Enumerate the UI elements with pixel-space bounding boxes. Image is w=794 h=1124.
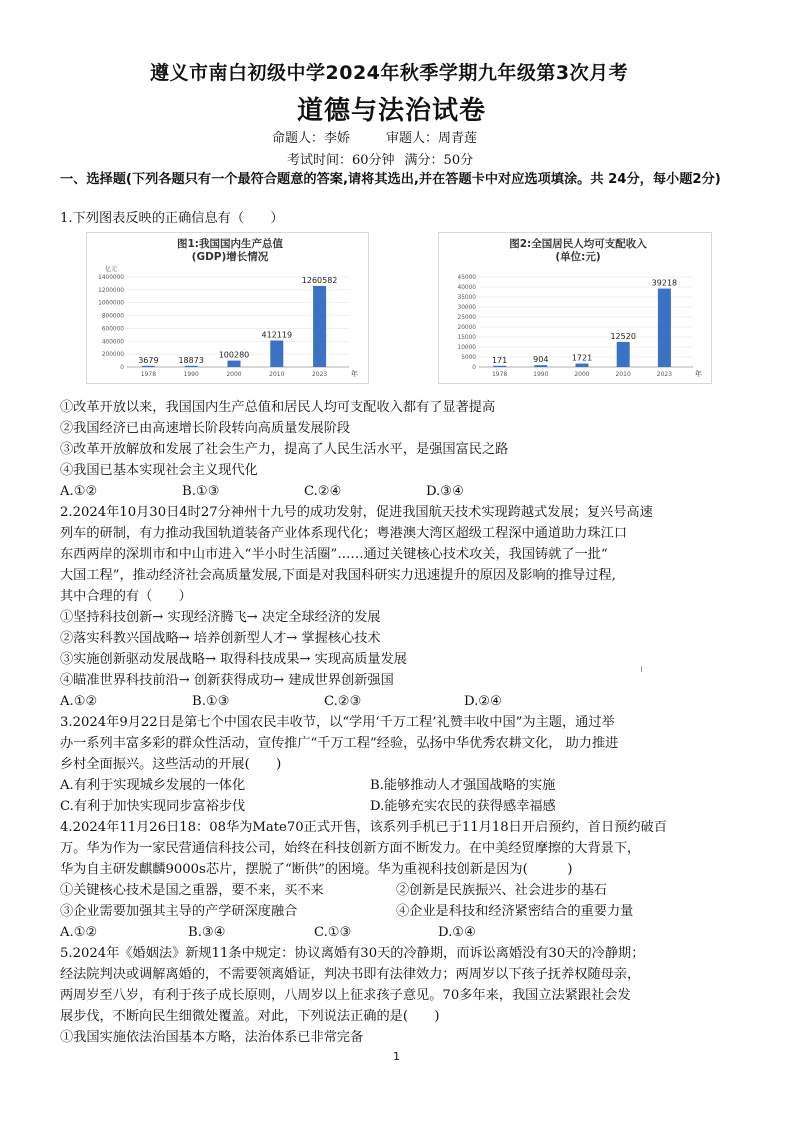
y-tick-label: 0: [120, 365, 124, 371]
q3-stem-line: 乡村全面振兴。这些活动的开展( ): [60, 757, 282, 772]
y-tick-label: 1400000: [98, 275, 124, 281]
x-tick-label: 1978: [140, 371, 157, 378]
bar: [493, 366, 506, 367]
question-1-stem: [60, 208, 760, 229]
bar: [658, 289, 671, 367]
q2-option-c: C.②③: [324, 694, 362, 709]
bar: [228, 361, 241, 367]
bar: [617, 342, 630, 367]
section-title: 一、选择题(下列各题只有一个最符合题意的答案,请将其选出,并在答题卡中对应选项填涂。共 24分，每小题2分): [60, 172, 721, 187]
y-tick-label: 25000: [457, 315, 476, 321]
q2-option-a: A.①②: [60, 694, 98, 709]
question-4: [60, 817, 760, 943]
q4-stem-line: 4.2024年11月26日18：08华为Mate70正式开售，该系列手机已于11月18日开启预约，首日预约破百: [60, 820, 667, 835]
chart-income-svg: [439, 233, 713, 385]
q2-stem-line: 列车的研制，有力推动我国轨道装备产业体系现代化；粤港澳大湾区超级工程深中通道助力珠江口: [60, 526, 628, 541]
authors-line: [272, 127, 477, 146]
q4-items-row1: [60, 880, 760, 901]
data-label: 412119: [261, 330, 293, 340]
q4-items-row2: [60, 901, 760, 922]
q4-option-d: D.①④: [438, 925, 476, 940]
q1-option-c: C.②④: [304, 484, 342, 499]
bar: [576, 364, 589, 367]
data-label: 3679: [138, 355, 159, 365]
q4-options: [60, 922, 760, 943]
y-tick-label: 15000: [457, 335, 476, 341]
q3-stem-line: 3.2024年9月22日是第七个中国农民丰收节，以“学用‘千万工程’礼赞丰收中国”为主题，通过举: [60, 715, 615, 730]
q3-option-d: D.能够充实农民的获得感幸福感: [370, 799, 556, 814]
q5-item: ①我国实施依法治国基本方略，法治体系已非常完备: [60, 1030, 364, 1045]
q5-stem-line: 5.2024年《婚姻法》新规11条中规定：协议离婚有30天的冷静期，而诉讼离婚没有30天的冷静期；: [60, 946, 645, 961]
bar: [142, 366, 155, 367]
x-axis-label: 年: [695, 370, 702, 378]
data-label: 39218: [651, 278, 678, 288]
y-tick-label: 45000: [457, 275, 476, 281]
chart-title: 图1:我国国内生产总值: [176, 238, 284, 250]
q3-option-c: C.有利于加快实现同步富裕步伐: [60, 799, 246, 814]
q2-stem-line: 东西两岸的深圳市和中山市进入“半小时生活圈”……通过关键核心技术攻关，我国铸就了一批“: [60, 547, 608, 562]
exam-score: 满分：50分: [404, 153, 474, 168]
data-label: 1721: [571, 353, 593, 363]
q5-stem-line: 经法院判决或调解离婚的，不需要领离婚证，判决书即有法律效力；两周岁以下孩子抚养权随母亲，: [60, 967, 641, 982]
x-tick-label: 2023: [311, 371, 328, 378]
q4-item: ①关键核心技术是国之重器，要不来，买不来: [60, 883, 324, 898]
y-tick-label: 20000: [457, 325, 476, 331]
q1-option-b: B.①③: [182, 484, 220, 499]
q5-stem-line: 展步伐，不断向民生细微处覆盖。对此，下列说法正确的是( ): [60, 1009, 440, 1024]
q1-item: ①改革开放以来，我国国内生产总值和居民人均可支配收入都有了显著提高: [60, 400, 496, 415]
data-label: 100280: [218, 350, 250, 360]
q4-stem-line: 华为自主研发麒麟9000s芯片，摆脱了“断供”的困境。华为重视科技创新是因为( ): [60, 862, 573, 877]
q1-options: [60, 481, 760, 502]
y-tick-label: 200000: [101, 352, 124, 359]
y-tick-label: 5000: [461, 355, 476, 361]
q4-option-b: B.③④: [188, 925, 226, 940]
q2-stem-line: 其中合理的有（ ）: [60, 589, 192, 604]
q2-item: ④瞄准世界科技前沿→ 创新获得成功→ 建成世界创新强国: [60, 673, 394, 688]
question-5: [60, 943, 760, 1048]
q2-options: [60, 691, 760, 712]
x-tick-label: 2000: [226, 371, 242, 378]
y-tick-label: 600000: [101, 326, 124, 333]
data-label: 1260582: [301, 275, 338, 285]
q4-item: ②创新是民族振兴、社会进步的基石: [396, 883, 607, 898]
x-axis-label: 年: [351, 370, 358, 378]
page-number: 1: [393, 1050, 400, 1063]
x-tick-label: 2023: [656, 371, 673, 378]
data-label: 904: [533, 355, 549, 365]
x-tick-label: 1978: [491, 371, 508, 378]
chart-title: (GDP)增长情况: [191, 251, 269, 263]
subject-title: 道德与法治试卷: [297, 96, 487, 126]
chart-title: (单位:元): [555, 251, 601, 263]
bar: [534, 365, 547, 367]
q2-stem-line: 2.2024年10月30日4时27分神州十九号的成功发射，促进我国航天技术实现跨越式发展；复兴号高速: [60, 505, 653, 520]
q2-item: ②落实科教兴国战略→ 培养创新型人才→ 掌握核心技术: [60, 631, 381, 646]
data-label: 18873: [178, 355, 204, 365]
exam-time: 考试时间：60分钟: [287, 153, 395, 168]
bar: [270, 341, 283, 367]
chart-gdp-svg: [87, 233, 370, 385]
q3-options-row2: [60, 796, 760, 817]
q2-item: ③实施创新驱动发展战略→ 取得科技成果→ 实现高质量发展: [60, 652, 407, 667]
reviewer: 审题人：周青莲: [386, 131, 478, 146]
q5-stem-line: 两周岁至八岁，有利于孩子成长原则，八周岁以上征求孩子意见。70多年来，我国立法紧跟社会发: [60, 988, 631, 1003]
y-tick-label: 0: [472, 365, 476, 371]
q1-item: ②我国经济已由高速增长阶段转向高质量发展阶段: [60, 421, 351, 436]
q4-option-c: C.①③: [314, 925, 352, 940]
y-tick-label: 800000: [101, 313, 124, 320]
school-title: 遵义市南白初级中学2024年秋季学期九年级第3次月考: [150, 62, 629, 84]
bar: [185, 366, 198, 367]
q1-option-d: D.③④: [426, 484, 464, 499]
y-tick-label: 40000: [457, 285, 476, 291]
x-tick-label: 1990: [183, 371, 199, 378]
q4-item: ④企业是科技和经济紧密结合的重要力量: [396, 904, 634, 919]
q1-item: ③改革开放解放和发展了社会生产力，提高了人民生活水平，是强国富民之路: [60, 442, 509, 457]
y-tick-label: 400000: [101, 339, 124, 346]
setter: 命题人：李娇: [272, 131, 351, 146]
chart-title: 图2:全国居民人均可支配收入: [509, 238, 647, 250]
q4-stem-line: 万。华为作为一家民营通信科技公司，始终在科技创新方面不断发力。在中美经贸摩擦的大背景下，: [60, 841, 641, 856]
stray-mark: [641, 666, 642, 672]
data-label: 171: [491, 355, 508, 365]
q1-stem: 1.下列图表反映的正确信息有（ ）: [60, 211, 284, 226]
chart-gdp: [86, 232, 369, 384]
q3-option-a: A.有利于实现城乡发展的一体化: [60, 778, 246, 793]
y-axis-label: 亿元: [105, 266, 118, 273]
q1-option-a: A.①②: [60, 484, 98, 499]
y-tick-label: 1200000: [98, 287, 124, 294]
x-tick-label: 2000: [574, 371, 590, 378]
y-tick-label: 30000: [457, 305, 476, 311]
data-label: 12520: [610, 331, 636, 341]
q4-option-a: A.①②: [60, 925, 98, 940]
bar: [313, 286, 326, 367]
q2-option-b: B.①③: [192, 694, 230, 709]
q2-item: ①坚持科技创新→ 实现经济腾飞→ 决定全球经济的发展: [60, 610, 381, 625]
q3-stem-line: 办一系列丰富多彩的群众性活动，宣传推广“千万工程”经验，弘扬中华优秀农耕文化， 助力推进: [60, 736, 619, 751]
q1-item: ④我国已基本实现社会主义现代化: [60, 463, 258, 478]
charts-area: [86, 232, 736, 390]
y-tick-label: 35000: [457, 295, 476, 301]
q4-item: ③企业需要加强其主导的产学研深度融合: [60, 904, 298, 919]
x-tick-label: 2010: [269, 371, 285, 378]
question-3: [60, 712, 760, 817]
q3-options-row1: [60, 775, 760, 796]
q2-option-d: D.②④: [464, 694, 502, 709]
exam-info-line: [287, 149, 473, 168]
q2-stem-line: 大国工程”，推动经济社会高质量发展,下面是对我国科研实力迅速提升的原因及影响的推导过程,: [60, 568, 616, 583]
x-tick-label: 2010: [615, 371, 631, 378]
chart-income: [438, 232, 712, 384]
question-1-body: [60, 397, 760, 502]
question-2: [60, 502, 760, 712]
y-tick-label: 1000000: [98, 300, 124, 307]
q3-option-b: B.能够推动人才强国战略的实施: [370, 778, 556, 793]
x-tick-label: 1990: [533, 371, 549, 378]
y-tick-label: 10000: [457, 345, 476, 351]
